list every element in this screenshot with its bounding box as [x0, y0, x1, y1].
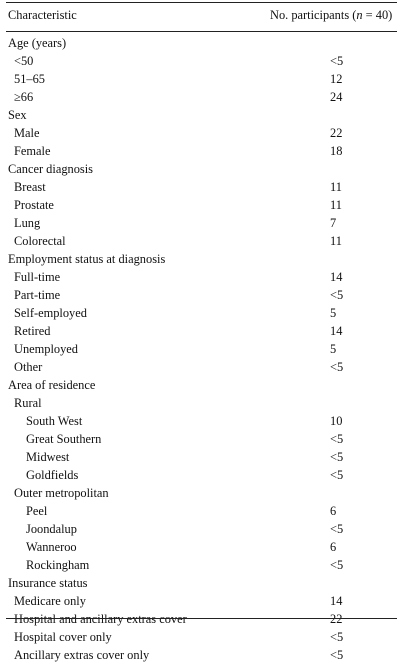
table-header-rule	[6, 31, 397, 32]
row-label: Full-time	[14, 270, 61, 284]
row-value: <5	[330, 468, 344, 482]
row-label: Colorectal	[14, 234, 66, 248]
row-label: South West	[26, 414, 83, 428]
row-value: 5	[330, 306, 337, 320]
row-label: <50	[14, 54, 34, 68]
table-row	[0, 340, 402, 358]
participants-header-n: n	[356, 8, 363, 22]
table-row	[0, 268, 402, 286]
participants-header-suffix: = 40)	[362, 8, 393, 22]
table-row	[0, 556, 402, 574]
row-label: Peel	[26, 504, 48, 518]
table-row	[0, 124, 402, 142]
row-label: Outer metropolitan	[14, 486, 109, 500]
row-label: Ancillary extras cover only	[14, 648, 150, 662]
row-value: 6	[330, 504, 337, 518]
table-row	[0, 592, 402, 610]
row-label: Breast	[14, 180, 46, 194]
table-row	[0, 520, 402, 538]
row-label: ≥66	[14, 90, 34, 104]
row-value: <5	[330, 450, 344, 464]
row-value: <5	[330, 558, 344, 572]
row-label: Midwest	[26, 450, 70, 464]
column-header-participants	[270, 8, 392, 23]
table-row	[0, 466, 402, 484]
row-label: Self-employed	[14, 306, 87, 320]
table-row	[0, 88, 402, 106]
row-value: 12	[330, 72, 343, 86]
table-row	[0, 412, 402, 430]
row-label: Great Southern	[26, 432, 102, 446]
table-row	[0, 610, 402, 628]
row-value: 11	[330, 198, 342, 212]
table-row	[0, 430, 402, 448]
table-row	[0, 628, 402, 646]
table-row	[0, 394, 402, 412]
row-label: Rockingham	[26, 558, 90, 572]
row-label: Joondalup	[26, 522, 77, 536]
table-row	[0, 286, 402, 304]
table-row	[0, 178, 402, 196]
table-row	[0, 304, 402, 322]
table-row	[0, 448, 402, 466]
row-label: Unemployed	[14, 342, 79, 356]
row-label: Female	[14, 144, 51, 158]
row-value: 11	[330, 180, 342, 194]
table-row	[0, 502, 402, 520]
row-label: Hospital and ancillary extras cover	[14, 612, 187, 626]
row-value: <5	[330, 360, 344, 374]
row-value: <5	[330, 54, 344, 68]
table-section-row	[0, 250, 402, 268]
row-label: Prostate	[14, 198, 54, 212]
table-row	[0, 52, 402, 70]
row-label: 51–65	[14, 72, 45, 86]
row-label: Part-time	[14, 288, 61, 302]
table-row	[0, 142, 402, 160]
table-section-row	[0, 106, 402, 124]
row-value: <5	[330, 432, 344, 446]
table-body	[0, 34, 402, 664]
row-label: Cancer diagnosis	[8, 162, 93, 176]
row-label: Medicare only	[14, 594, 86, 608]
row-value: 11	[330, 234, 342, 248]
table-row	[0, 214, 402, 232]
table-row	[0, 358, 402, 376]
row-label: Age (years)	[8, 36, 67, 50]
row-value: 24	[330, 90, 343, 104]
table-bottom-rule	[6, 618, 397, 619]
row-value: 10	[330, 414, 343, 428]
row-value: 22	[330, 126, 343, 140]
table-row	[0, 196, 402, 214]
row-value: 14	[330, 324, 343, 338]
row-label: Insurance status	[8, 576, 88, 590]
row-label: Other	[14, 360, 43, 374]
row-label: Hospital cover only	[14, 630, 112, 644]
row-label: Goldfields	[26, 468, 79, 482]
row-label: Wanneroo	[26, 540, 77, 554]
table-section-row	[0, 574, 402, 592]
row-value: <5	[330, 630, 344, 644]
table-row	[0, 322, 402, 340]
row-label: Employment status at diagnosis	[8, 252, 166, 266]
row-value: 14	[330, 594, 343, 608]
table-row	[0, 232, 402, 250]
table-row	[0, 70, 402, 88]
participants-header-prefix: No. participants (	[270, 8, 357, 22]
row-label: Lung	[14, 216, 41, 230]
row-value: 22	[330, 612, 343, 626]
column-header-characteristic: Characteristic	[8, 8, 77, 22]
row-label: Sex	[8, 108, 27, 122]
row-value: <5	[330, 288, 344, 302]
row-label: Area of residence	[8, 378, 96, 392]
row-value: <5	[330, 522, 344, 536]
row-value: <5	[330, 648, 344, 662]
table-row	[0, 646, 402, 664]
table-row	[0, 484, 402, 502]
table-section-row	[0, 376, 402, 394]
row-label: Male	[14, 126, 40, 140]
table-section-row	[0, 160, 402, 178]
row-label: Retired	[14, 324, 51, 338]
row-value: 18	[330, 144, 343, 158]
row-value: 7	[330, 216, 337, 230]
row-value: 6	[330, 540, 337, 554]
table-section-row	[0, 34, 402, 52]
table-row	[0, 538, 402, 556]
row-label: Rural	[14, 396, 42, 410]
table-top-rule	[6, 2, 397, 3]
row-value: 5	[330, 342, 337, 356]
row-value: 14	[330, 270, 343, 284]
